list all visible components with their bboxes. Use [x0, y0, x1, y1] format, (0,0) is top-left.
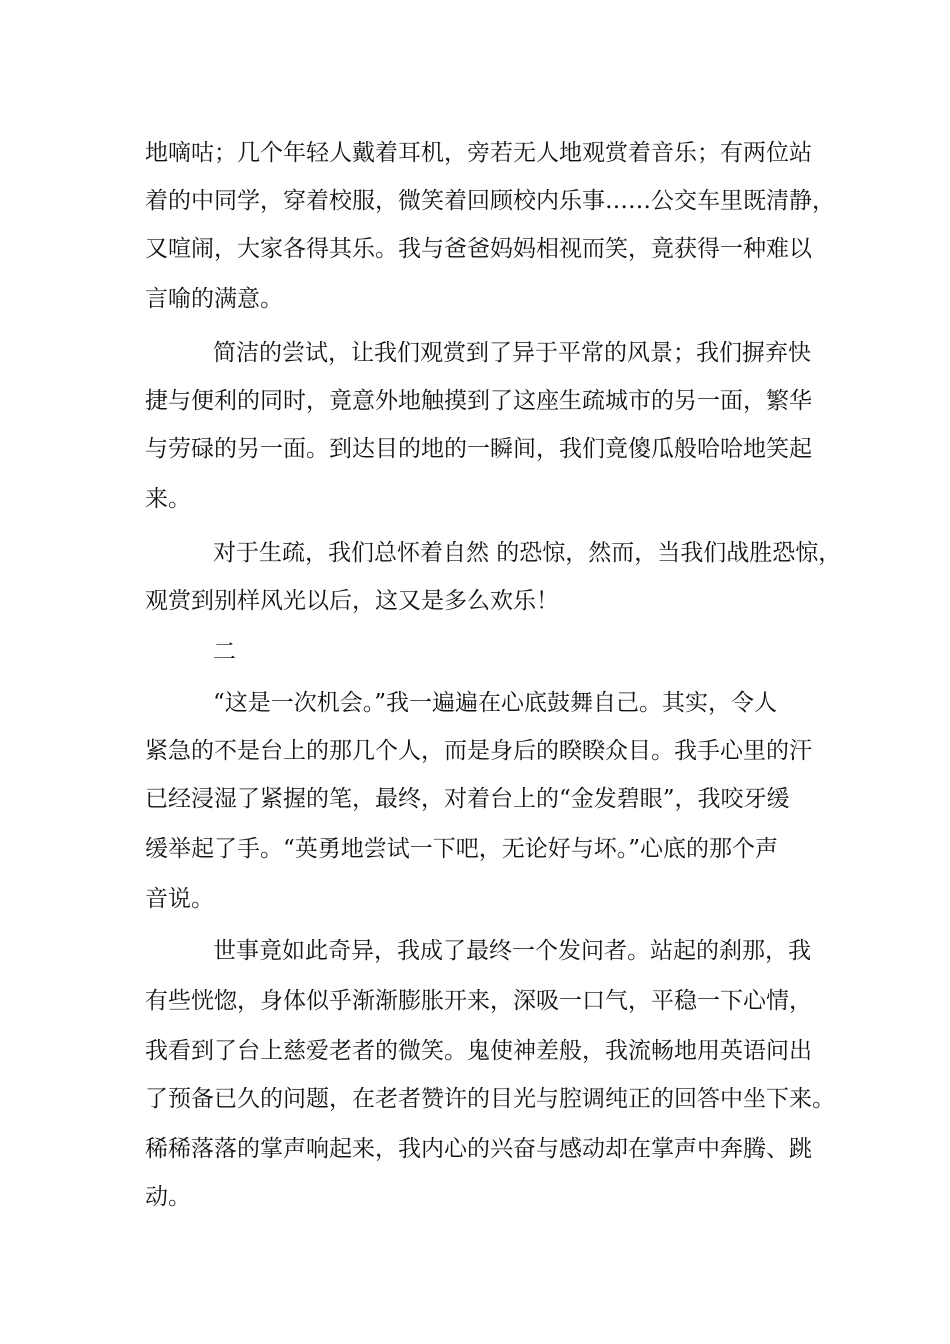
text-line-16: 音说。 — [145, 886, 214, 912]
text-line-13: 紧急的不是台上的那几个人，而是身后的睽睽众目。我手心里的汗 — [145, 738, 812, 764]
text-line-22: 动。 — [145, 1184, 191, 1210]
text-line-6: 捷与便利的同时，竟意外地触摸到了这座生疏城市的另一面，繁华 — [145, 388, 812, 414]
text-line-14: 已经浸湿了紧握的笔，最终，对着台上的“金发碧眼”，我咬牙缓 — [145, 786, 790, 812]
text-line-5: 简洁的尝试，让我们观赏到了异于平常的风景；我们摒弃快 — [213, 340, 811, 366]
text-line-9: 对于生疏，我们总怀着自然 的恐惊，然而，当我们战胜恐惊， — [213, 540, 842, 566]
text-line-2: 着的中同学，穿着校服，微笑着回顾校内乐事……公交车里既清静， — [145, 188, 835, 214]
text-line-21: 稀稀落落的掌声响起来，我内心的兴奋与感动却在掌声中奔腾、跳 — [145, 1136, 812, 1162]
text-line-1: 地嘀咕；几个年轻人戴着耳机，旁若无人地观赏着音乐；有两位站 — [145, 140, 812, 166]
text-line-7: 与劳碌的另一面。到达目的地的一瞬间，我们竟傻瓜般哈哈地笑起 — [145, 436, 812, 462]
text-line-18: 有些恍惚，身体似乎渐渐膨胀开来，深吸一口气，平稳一下心情， — [145, 988, 812, 1014]
text-line-12: “这是一次机会。”我一遍遍在心底鼓舞自己。其实，令人 — [213, 690, 778, 716]
text-line-8: 来。 — [145, 486, 191, 512]
text-line-19: 我看到了台上慈爱老者的微笑。鬼使神差般，我流畅地用英语问出 — [145, 1038, 812, 1064]
text-line-15: 缓举起了手。“英勇地尝试一下吧，无论好与坏。”心底的那个声 — [145, 836, 779, 862]
text-line-20: 了预备已久的问题，在老者赞许的目光与腔调纯正的回答中坐下来。 — [145, 1086, 835, 1112]
text-line-10: 观赏到别样风光以后，这又是多么欢乐！ — [145, 588, 559, 614]
text-line-4: 言喻的满意。 — [145, 286, 283, 312]
text-line-3: 又喧闹，大家各得其乐。我与爸爸妈妈相视而笑，竟获得一种难以 — [145, 236, 812, 262]
text-line-17: 世事竟如此奇异，我成了最终一个发问者。站起的刹那，我 — [213, 938, 811, 964]
section-heading: 二 — [213, 639, 236, 665]
